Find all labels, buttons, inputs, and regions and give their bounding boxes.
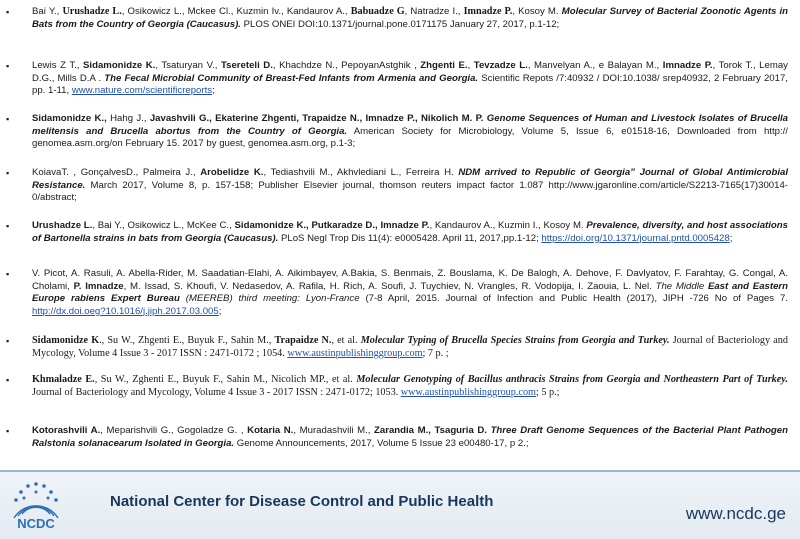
ref-title-bold: East and Eastern Europe rabiens Expert Bureau	[32, 280, 788, 305]
ref-author-highlight: Zarandia M., Tsaguria D.	[374, 425, 487, 436]
ref-authors: , Natradze I.,	[404, 6, 464, 17]
ncdc-logo	[4, 474, 68, 536]
ref-source: PLoS Negl Trop Dis 11(4): e0005428. April 11, 2017,pp.1-12;	[278, 232, 542, 244]
ref-authors: , M. Issad, S. Khoufi, V. Nedasedov, A. Rafila, H. Rich, A. Soufi, J. Tuychiev, N. Vrangles, R. Vodopija, I. Zaouia, L. Nel.	[123, 280, 656, 292]
ref-source: PLOS ONEI DOI:10.1371/journal.pone.0171175 January 27, 2017, p.1-12;	[240, 18, 560, 30]
ref-author-highlight: Sidamonidze K.	[83, 60, 156, 71]
organization-title: National Center for Disease Control and Public Health	[110, 493, 494, 510]
ref-source: Journal of Bacteriology and Mycology, Volume 4 Issue 3 - 2017 ISSN : 2471-0172 ; 1054.	[32, 335, 788, 359]
ref-authors: , Manvelyan A., e Balayan M.,	[527, 60, 663, 71]
ref-title: Genome Sequences of Human and Livestock Isolates of Brucella melitensis and Brucella abortus from the Country of Georgia.	[32, 113, 788, 137]
ref-authors: Lewis Z T.,	[32, 60, 84, 71]
reference-item	[6, 220, 788, 245]
ref-author-highlight: Sidamonidze K	[32, 335, 100, 346]
reference-item	[6, 60, 788, 98]
ref-authors: , et al.	[331, 335, 361, 346]
ref-author-highlight: Sidamonidze K., Putkaradze D., Imnadze P.	[234, 220, 430, 231]
ref-link[interactable]: http://dx.doi.oeg?10.1016/j.jiph.2017.03.005	[32, 305, 219, 317]
ref-title: (MEEREB) third meeting: Lyon-France	[179, 293, 360, 305]
ref-authors: , Kandaurov A., Kuzmin I., Kosoy M.	[429, 220, 587, 231]
ref-end: ;	[212, 85, 215, 97]
ref-author-highlight: Babuadze G	[350, 6, 405, 17]
ref-authors: , Su W., Zghenti E., Buyuk F., Sahin M., Nicolich MP., et al.	[94, 374, 357, 385]
ref-authors: , Tediashvili M., Akhvlediani L., Ferreira H.	[263, 167, 459, 178]
reference-item	[6, 335, 788, 360]
ref-author-highlight: Khmaladze E.	[32, 374, 95, 385]
ref-authors: , Kosoy M.	[512, 6, 562, 17]
ref-source: Genome Announcements, 2017, Volume 5 Issue 23 e00480-17, p 2.;	[234, 437, 529, 449]
ref-authors: , Meparishvili G., Gogoladze G. ,	[100, 425, 248, 436]
ref-authors: KoiavaT. , GonçalvesD., Palmeira J.,	[32, 167, 201, 178]
ref-author-highlight: Imnadze P.	[662, 60, 713, 71]
ref-authors: ., Su W., Zhgenti E., Buyuk F., Sahin M.,	[99, 335, 275, 346]
ref-title: Molecular Survey of Bacterial Zoonotic Agents in Bats from the Country of Georgia (Caucasus).	[32, 6, 788, 30]
ref-author-highlight: Arobelidze K.	[200, 167, 264, 178]
ref-title: The Fecal Microbial Community of Breast-Fed Infants from Armenia and Georgia.	[104, 72, 479, 84]
ref-author-highlight: Zhgenti E.	[420, 60, 468, 71]
bullet-icon: ▪	[6, 375, 10, 385]
ref-title: Three Draft Genome Sequences of the Bacterial Plant Pathogen Ralstonia solanacearum Isolated in Georgia.	[32, 425, 788, 449]
page-footer	[0, 472, 800, 539]
ref-authors: , Muradashvili M.,	[293, 425, 375, 436]
website-url[interactable]: www.ncdc.ge	[685, 504, 786, 523]
ref-author-highlight: Tevzadze L.	[473, 60, 528, 71]
ref-authors: ,	[467, 60, 474, 71]
ref-author-highlight: P. Imnadze	[73, 280, 124, 292]
reference-item	[6, 6, 788, 31]
logo-text: NCDC	[17, 516, 55, 531]
ref-authors: Bai Y.,	[32, 6, 63, 17]
ref-end: ; 7 p. ;	[422, 347, 449, 359]
bullet-icon: ▪	[6, 221, 10, 231]
ref-end: ;	[729, 232, 733, 244]
ref-author-highlight: Kotorashvili A.	[32, 425, 101, 436]
ref-link[interactable]: www.nature.com/scientificreports	[71, 85, 213, 97]
bullet-icon: ▪	[6, 269, 10, 279]
ref-author-highlight: Sidamonidze K.,	[32, 113, 111, 124]
ref-authors: , Tsaturyan V.,	[155, 60, 221, 71]
ref-end: ;	[218, 305, 222, 317]
ref-link[interactable]: www.austinpublishinggroup.com	[400, 386, 536, 398]
ref-author-highlight: Javashvili G., Ekaterine Zhgenti, Trapaidze N., Imnadze P., Nikolich M. P.	[149, 113, 484, 124]
reference-item	[6, 425, 788, 450]
ref-title: Molecular Typing of Brucella Species Strains from Georgia and Turkey.	[360, 335, 670, 346]
ref-author-highlight: Urushadze L.	[32, 220, 93, 231]
ref-link[interactable]: www.austinpublishinggroup.com	[287, 347, 423, 359]
ref-source: (7-8 April, 2015. Journal of Infection and Public Health (2017), JIPH -726 No of Pages 7.	[359, 293, 788, 305]
ref-title: NDM arrived to Republic of Georgia” Journal of Global Antimicrobial Resistance.	[32, 167, 788, 191]
ref-authors: , Torok T., Lemay D.G., Mills D.A .	[32, 60, 788, 84]
reference-item	[6, 167, 788, 205]
ref-authors: , Khachdze N., PepoyanAstghik ,	[272, 60, 421, 71]
reference-item	[6, 374, 788, 399]
ref-author-highlight: Trapaidze N.	[274, 335, 332, 346]
reference-item	[6, 268, 788, 318]
bullet-icon: ▪	[6, 426, 10, 436]
ref-source: American Society for Microbiology, Volume 5, Issue 6, e01518-16, Downloaded from http:// genomea.asm.org/on February 15. 2017 by guest, genomea.asm.org, p.1-3;	[32, 125, 788, 150]
bullet-icon: ▪	[6, 61, 10, 71]
ref-title: Prevalence, diversity, and host associations of Bartonella strains in bats from Georgia (Caucasus).	[32, 220, 788, 244]
ref-authors: Hahg J.,	[110, 113, 150, 124]
ref-title: Molecular Genotyping of Bacillus anthracis Strains from Georgia and Northeastern Part of Turkey.	[356, 374, 788, 385]
bullet-icon: ▪	[6, 7, 10, 17]
ref-source: March 2017, Volume 8, p. 157-158; Publisher Elsevier journal, thomson reuters impact factor 1.087 http://www.jgaronline.com/article/S2213-7165(17)30014-0/abstract;	[32, 179, 788, 204]
ref-title: The Middle	[655, 280, 708, 292]
reference-item	[6, 113, 788, 151]
ref-author-highlight: Kotaria N.	[247, 425, 294, 436]
bullet-icon: ▪	[6, 336, 10, 346]
ref-end: ; 5 p.;	[535, 386, 560, 398]
ref-link[interactable]: https://doi.org/10.1371/journal.pntd.0005428	[541, 232, 730, 244]
ref-authors: , Bai Y., Osikowicz L., McKee C.,	[92, 220, 235, 231]
bullet-icon: ▪	[6, 114, 10, 124]
ref-author-highlight: Tsereteli D.	[220, 60, 273, 71]
ref-author-highlight: Imnadze P.	[463, 6, 513, 17]
bullet-icon: ▪	[6, 168, 10, 178]
ref-source: Scientific Repots /7:40932 / DOI:10.1038/ srep40932, 2 February 2017, pp. 1-11,	[32, 72, 788, 97]
ref-author-highlight: Urushadze L.	[62, 6, 122, 17]
ref-authors: , Osikowicz L., Mckee Cl., Kuzmin Iv., Kandaurov A.,	[121, 6, 351, 17]
ref-authors: V. Picot, A. Rasuli, A. Abella-Rider, M. Saadatian-Elahi, A. Aikimbayev, A.Bakia, S. Benmais, Z. Bouslama, K. De Balogh, A. Dehove, F. Davlyatov, F. Farahtay, G. Congal, A. Cholami,	[32, 268, 788, 292]
ref-source: Journal of Bacteriology and Mycology, Volume 4 Issue 3 - 2017 ISSN : 2471-0172; 1053.	[32, 386, 401, 398]
